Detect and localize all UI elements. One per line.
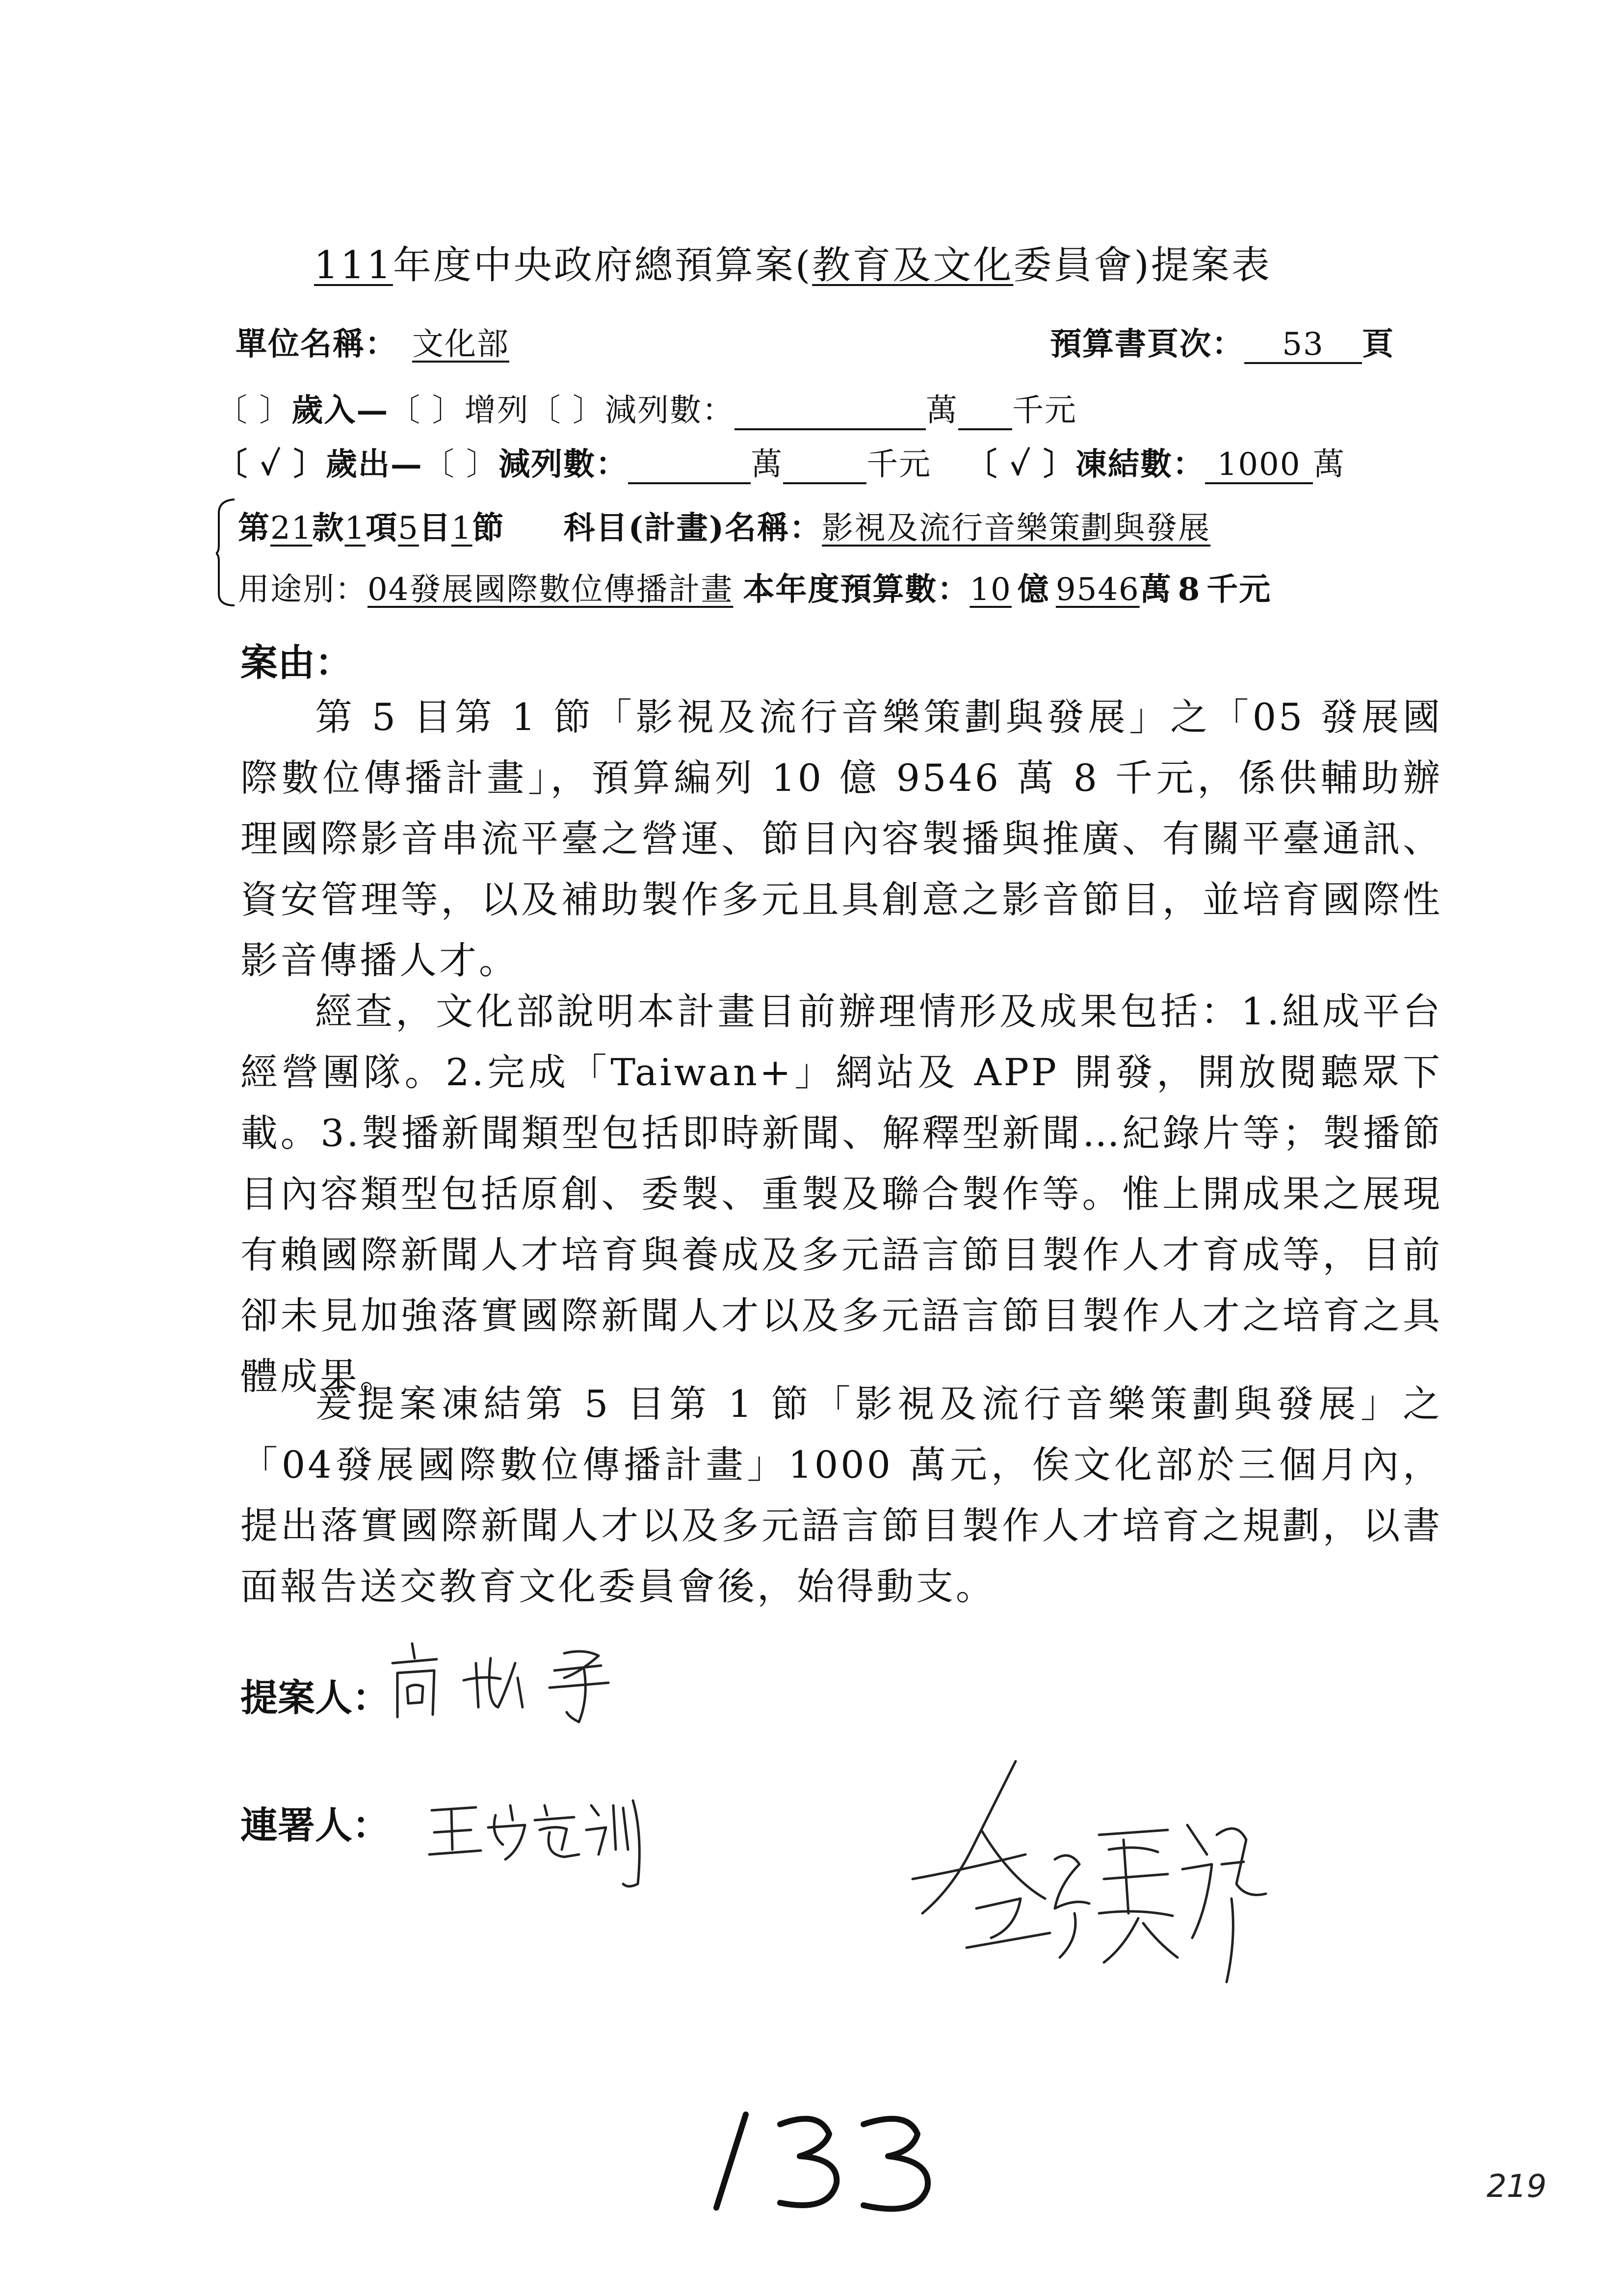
annual-budget-label: 本年度預算數： [743, 571, 970, 608]
unit-label: 單位名稱： [236, 326, 397, 363]
budget-page-label: 預算書頁次： [1050, 326, 1244, 363]
freeze-unit: 萬 [1313, 446, 1346, 483]
section-kuan: 款 [312, 510, 345, 547]
expense-unit-qian: 千元 [866, 446, 932, 483]
revenue-box-1: 〔 〕 [216, 392, 292, 429]
reason-paragraph-3: 爰提案凍結第 5 目第 1 節「影視及流行音樂策劃與發展」之「04發展國際數位傳播計畫」1000 萬元，俟文化部於三個月內，提出落實國際新聞人才以及多元語言節目製作人才培育之規劃，以書面報告送交教育文化委員會後，始得動支。 [240, 1382, 1442, 1608]
annual-budget-qian: 千元 [1206, 571, 1272, 608]
revenue-add: 增列 [464, 392, 529, 429]
expense-cut: 減列數： [498, 446, 629, 483]
budget-page-value: 53 [1244, 327, 1362, 364]
expense-label: 歲出— [325, 446, 423, 483]
handwritten-page-number-strokes [707, 2095, 962, 2222]
expense-box-empty: 〔 〕 [422, 446, 499, 483]
title-year: 111 [314, 243, 393, 287]
unit-value: 文化部 [412, 326, 509, 363]
annual-budget-yi-value: 10 [969, 572, 1012, 608]
expense-check-box: 〔 ✓ 〕 [216, 446, 326, 483]
proposer-signature [378, 1634, 653, 1732]
reason-label: 案由： [240, 641, 352, 684]
expense-row [216, 439, 1345, 484]
section-jie: 節 [472, 510, 505, 547]
revenue-qian-blank [958, 393, 1012, 430]
section-xiang: 項 [366, 510, 398, 547]
freeze-check-box: 〔 ✓ 〕 [966, 446, 1076, 483]
section-row [238, 503, 1230, 548]
usage-row [238, 564, 1271, 609]
section-kuan-value: 21 [270, 510, 313, 547]
section-mu-value: 5 [398, 510, 419, 547]
corner-page-number: 219 [1487, 2168, 1547, 2205]
page-title [314, 235, 1272, 289]
cosigner-signature-1 [422, 1786, 716, 1933]
usage-value: 04發展國際數位傳播計畫 [367, 572, 733, 608]
expense-qian-blank [783, 447, 866, 484]
proposer-label: 提案人： [240, 1676, 390, 1720]
title-text-a: 年度中央政府總預算案( [393, 243, 812, 287]
subject-value: 影視及流行音樂策劃與發展 [822, 510, 1211, 547]
annual-budget-qian-value: 8 [1178, 571, 1201, 608]
section-bracket [216, 498, 236, 606]
revenue-cut: 減列數： [605, 392, 735, 429]
revenue-label: 歲入— [291, 392, 389, 429]
revenue-unit-wan: 萬 [926, 392, 959, 429]
expense-unit-wan: 萬 [751, 446, 784, 483]
freeze-value: 1000 [1205, 447, 1313, 484]
title-text-b: 委員會)提案表 [1013, 243, 1272, 287]
reason-paragraph-2: 經查，文化部說明本計畫目前辦理情形及成果包括：1.組成平台經營團隊。2.完成「Taiwan+」網站及 APP 開發，開放閱聽眾下載。3.製播新聞類型包括即時新聞、解釋型新聞…紀錄片等；製播節目內容類型包括原創、委製、重製及聯合製作等。惟上開成果之展現有賴國際新聞人才培育與養成及多元語言節目製作人才育成等，目前卻未見加強落實國際新聞人才以及多元語言節目製作人才之培育之具體成果。 [240, 990, 1442, 1398]
unit-row [236, 319, 524, 364]
usage-label: 用途別： [238, 572, 367, 608]
revenue-unit-qian: 千元 [1012, 392, 1077, 429]
budget-page-row [1050, 319, 1394, 364]
revenue-wan-blank [734, 393, 926, 430]
reason-paragraph-1: 第 5 目第 1 節「影視及流行音樂策劃與發展」之「05 發展國際數位傳播計畫」，預算編列 10 億 9546 萬 8 千元，係供輔助辦理國際影音串流平臺之營運、節目內容製播與推廣、有關平臺通訊、資安管理等，以及補助製作多元且具創意之影音節目，並培育國際性影音傳播人才。 [240, 695, 1442, 982]
freeze-label: 凍結數： [1075, 446, 1205, 483]
subject-label: 科目(計畫)名稱： [563, 510, 822, 547]
handwritten-page-number [707, 2095, 962, 2224]
revenue-row [216, 385, 1077, 430]
cosigner-signature-2 [893, 1751, 1276, 2026]
section-mu: 目 [419, 510, 451, 547]
annual-budget-wan-value: 9546 [1055, 572, 1140, 608]
cosigner-label: 連署人： [240, 1803, 390, 1847]
annual-budget-yi: 億 [1017, 571, 1050, 608]
budget-page-suffix: 頁 [1362, 326, 1394, 363]
title-committee: 教育及文化 [812, 243, 1014, 287]
expense-wan-blank [628, 447, 751, 484]
revenue-box-2: 〔 〕 [389, 392, 465, 429]
section-jie-value: 1 [451, 510, 472, 547]
section-xiang-value: 1 [344, 510, 366, 547]
revenue-box-3: 〔 〕 [529, 392, 605, 429]
annual-budget-wan: 萬 [1139, 571, 1172, 608]
section-di: 第 [238, 510, 270, 547]
